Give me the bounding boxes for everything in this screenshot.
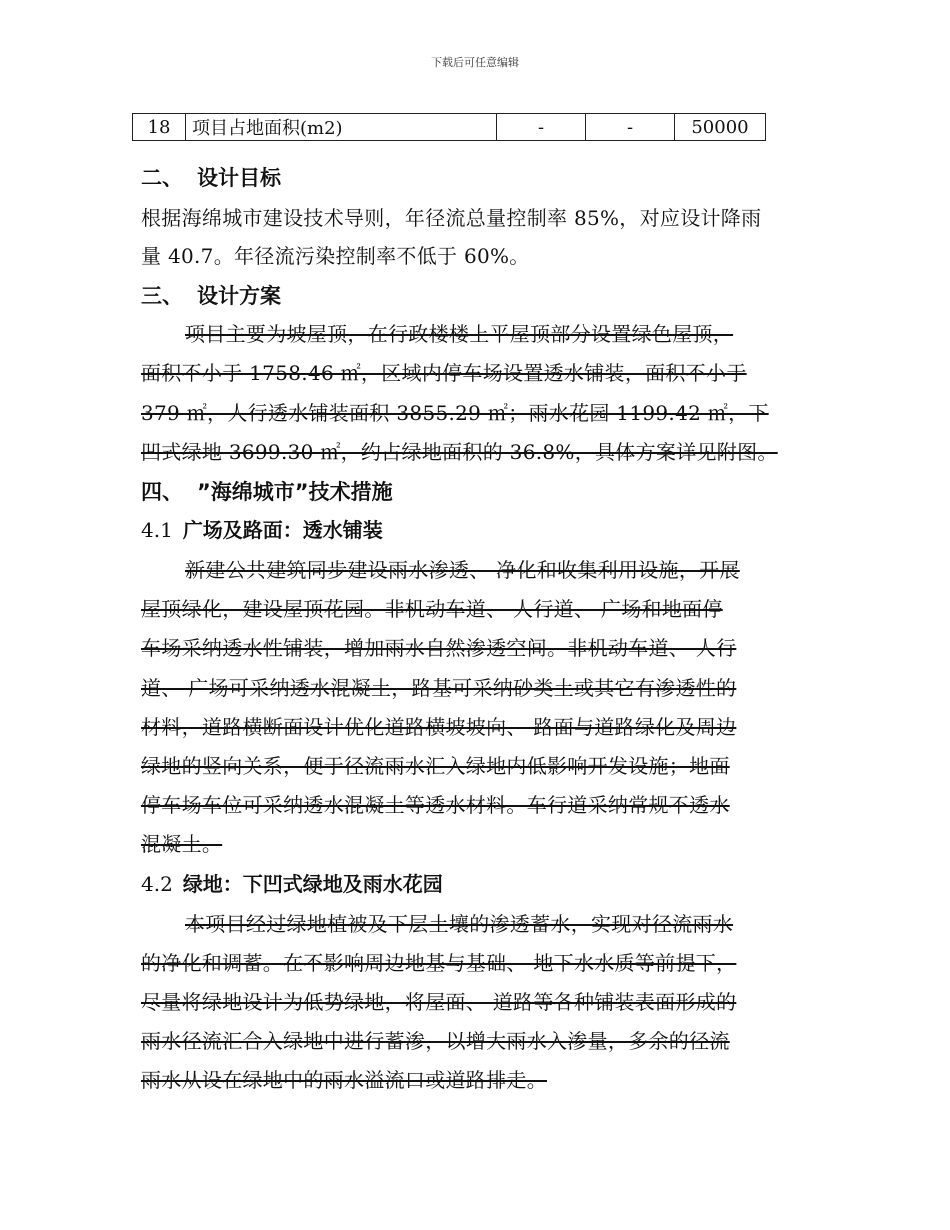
section-2-heading: [141, 162, 281, 192]
subsection-4-2-line-4: 雨水径流汇合入绿地中进行蓄渗，以增大雨水入渗量，多余的径流: [141, 1029, 730, 1053]
subsection-4-1-line-4: 道、 广场可采纳透水混凝土，路基可采纳砂类土或其它有渗透性的: [141, 676, 737, 700]
section-2-title: 设计目标: [197, 166, 281, 190]
subsection-4-1-title: 广场及路面：透水铺装: [182, 518, 383, 542]
subsection-4-1-line-3: 车场采纳透水性铺装，增加雨水自然渗透空间。非机动车道、 人行: [141, 636, 737, 660]
section-4-title: ”海绵城市”技术措施: [197, 480, 393, 504]
page-header-note: 下载后可任意编辑: [431, 56, 519, 69]
section-4-number: 四、: [141, 480, 183, 504]
subsection-4-1-line-6: 绿地的竖向关系，便于径流雨水汇入绿地内低影响开发设施；地面: [141, 754, 730, 778]
row-number: 18: [133, 114, 186, 141]
subsection-4-1-heading: [141, 514, 383, 543]
subsection-4-1-line-2: 屋顶绿化，建设屋顶花园。非机动车道、 人行道、 广场和地面停: [141, 597, 723, 621]
row-cell-4: -: [586, 114, 675, 141]
section-2-number: 二、: [141, 166, 183, 190]
section-2-line-1: 根据海绵城市建设技术导则，年径流总量控制率 85%，对应设计降雨: [141, 206, 762, 230]
subsection-4-2-title: 绿地：下凹式绿地及雨水花园: [182, 872, 443, 896]
subsection-4-1-line-7: 停车场车位可采纳透水混凝土等透水材料。车行道采纳常规不透水: [141, 793, 730, 817]
section-4-heading: [141, 476, 393, 506]
subsection-4-2-line-1: 本项目经过绿地植被及下层土壤的渗透蓄水，实现对径流雨水: [185, 912, 734, 936]
row-item-name: 项目占地面积(m2): [186, 114, 497, 141]
subsection-4-1-number: 4.1: [141, 518, 173, 542]
subsection-4-2-line-5: 雨水从设在绿地中的雨水溢流口或道路排走。: [141, 1068, 547, 1092]
subsection-4-2-heading: [141, 868, 443, 897]
section-3-heading: [141, 280, 281, 310]
row-cell-3: -: [497, 114, 586, 141]
subsection-4-2-number: 4.2: [141, 872, 173, 896]
section-3-line-2: 面积不小于 1758.46 ㎡，区域内停车场设置透水铺装，面积不小于: [141, 361, 747, 385]
area-table: [132, 113, 766, 141]
subsection-4-2-line-2: 的净化和调蓄。在不影响周边地基与基础、 地下水水质等前提下，: [141, 951, 737, 975]
table-row: [133, 114, 766, 141]
subsection-4-2-line-3: 尽量将绿地设计为低势绿地，将屋面、 道路等各种铺装表面形成的: [141, 990, 737, 1014]
subsection-4-1-line-5: 材料，道路横断面设计优化道路横坡坡向、 路面与道路绿化及周边: [141, 715, 737, 739]
section-3-line-3: 379 ㎡，人行透水铺装面积 3855.29 ㎡；雨水花园 1199.42 ㎡，下: [141, 401, 769, 425]
section-3-line-4: 凹式绿地 3699.30 ㎡，约占绿地面积的 36.8%，具体方案详见附图。: [141, 440, 778, 464]
section-3-number: 三、: [141, 284, 183, 308]
section-3-title: 设计方案: [197, 284, 281, 308]
subsection-4-1-line-1: 新建公共建筑同步建设雨水渗透、 净化和收集利用设施，开展: [185, 558, 740, 582]
row-value: 50000: [675, 114, 766, 141]
subsection-4-1-line-8: 混凝土。: [141, 832, 223, 856]
section-3-line-1: 项目主要为坡屋顶，在行政楼楼上平屋顶部分设置绿色屋顶，: [185, 322, 734, 346]
section-2-line-2: 量 40.7。年径流污染控制率不低于 60%。: [141, 244, 530, 268]
